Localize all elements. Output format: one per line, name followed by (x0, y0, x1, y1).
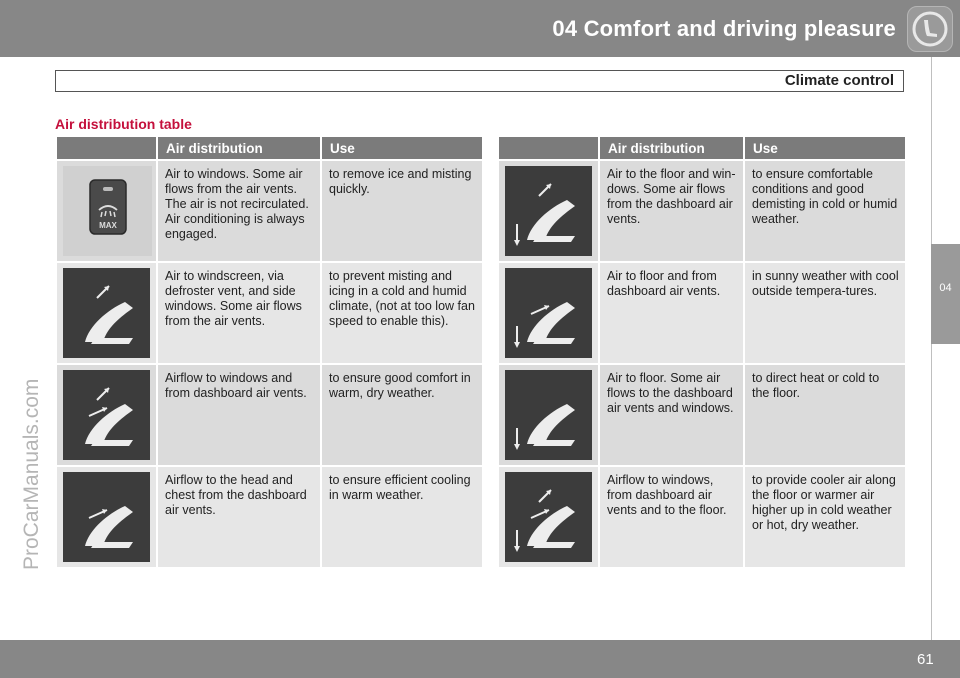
airflow-windscreen-icon (63, 268, 150, 358)
table-row (56, 466, 483, 568)
use-cell: to ensure comfortable conditions and good demisting in cold or humid weather. (744, 160, 906, 262)
use-cell: to prevent misting and icing in a cold and humid climate, (not at too low fan speed to enable this). (321, 262, 483, 364)
watermark: ProCarManuals.com (20, 378, 43, 570)
chapter-side-tab-label: 04 (939, 282, 952, 294)
air-distribution-table-left (55, 135, 484, 569)
use-cell: to provide cooler air along the floor or warmer air higher up in cold weather or hot, dry weather. (744, 466, 906, 568)
use-cell: to ensure good comfort in warm, dry weather. (321, 364, 483, 466)
use-cell: to remove ice and misting quickly. (321, 160, 483, 262)
use-cell: to direct heat or cold to the floor. (744, 364, 906, 466)
airflow-floor-windows-icon (505, 166, 592, 256)
distribution-cell: Air to windows. Some air flows from the air vents. The air is not recirculated. Air conditioning is always engaged. (157, 160, 321, 262)
header-icon-cell (56, 136, 157, 160)
column-header-use: Use (321, 136, 483, 160)
page-footer (0, 640, 960, 678)
section-bar (55, 70, 904, 92)
table-row (56, 364, 483, 466)
airflow-windows-dashboard-floor-icon (505, 472, 592, 562)
side-rule (931, 57, 932, 640)
icon-cell (498, 466, 599, 568)
icon-cell (498, 160, 599, 262)
chapter-title: 04 Comfort and driving pleasure (552, 16, 896, 41)
section-title: Climate control (784, 72, 894, 89)
column-header-use: Use (744, 136, 906, 160)
max-defrost-button-icon (63, 166, 152, 256)
airflow-floor-dashboard-icon (505, 268, 592, 358)
distribution-cell: Air to floor. Some air flows to the dashboard air vents and windows. (599, 364, 744, 466)
table-row (56, 160, 483, 262)
airflow-windows-dashboard-icon (63, 370, 150, 460)
distribution-cell: Air to floor and from dashboard air vents. (599, 262, 744, 364)
distribution-cell: Airflow to windows, from dashboard air vents and to the floor. (599, 466, 744, 568)
header-icon-cell (498, 136, 599, 160)
airflow-head-chest-icon (63, 472, 150, 562)
distribution-cell: Air to windscreen, via defroster vent, and side windows. Some air flows from the air vents. (157, 262, 321, 364)
icon-cell (498, 364, 599, 466)
airflow-floor-icon (505, 370, 592, 460)
chapter-side-tab[interactable] (931, 244, 960, 344)
table-row (498, 262, 906, 364)
seat-chapter-icon (907, 6, 953, 52)
max-button-label: MAX (99, 221, 117, 230)
icon-cell (498, 262, 599, 364)
icon-cell (56, 160, 157, 262)
icon-cell (56, 364, 157, 466)
air-distribution-table-right (497, 135, 907, 569)
table-title: Air distribution table (55, 116, 192, 132)
column-header-distribution: Air distribution (157, 136, 321, 160)
table-row (498, 160, 906, 262)
table-row (56, 262, 483, 364)
distribution-cell: Airflow to the head and chest from the dashboard air vents. (157, 466, 321, 568)
table-row (498, 466, 906, 568)
distribution-cell: Air to the floor and win-dows. Some air flows from the dashboard air vents. (599, 160, 744, 262)
column-header-distribution: Air distribution (599, 136, 744, 160)
use-cell: to ensure efficient cooling in warm weather. (321, 466, 483, 568)
use-cell: in sunny weather with cool outside tempera-tures. (744, 262, 906, 364)
distribution-cell: Airflow to windows and from dashboard air vents. (157, 364, 321, 466)
table-row (498, 364, 906, 466)
page-number: 61 (917, 651, 934, 668)
icon-cell (56, 466, 157, 568)
icon-cell (56, 262, 157, 364)
page-header (0, 0, 960, 57)
